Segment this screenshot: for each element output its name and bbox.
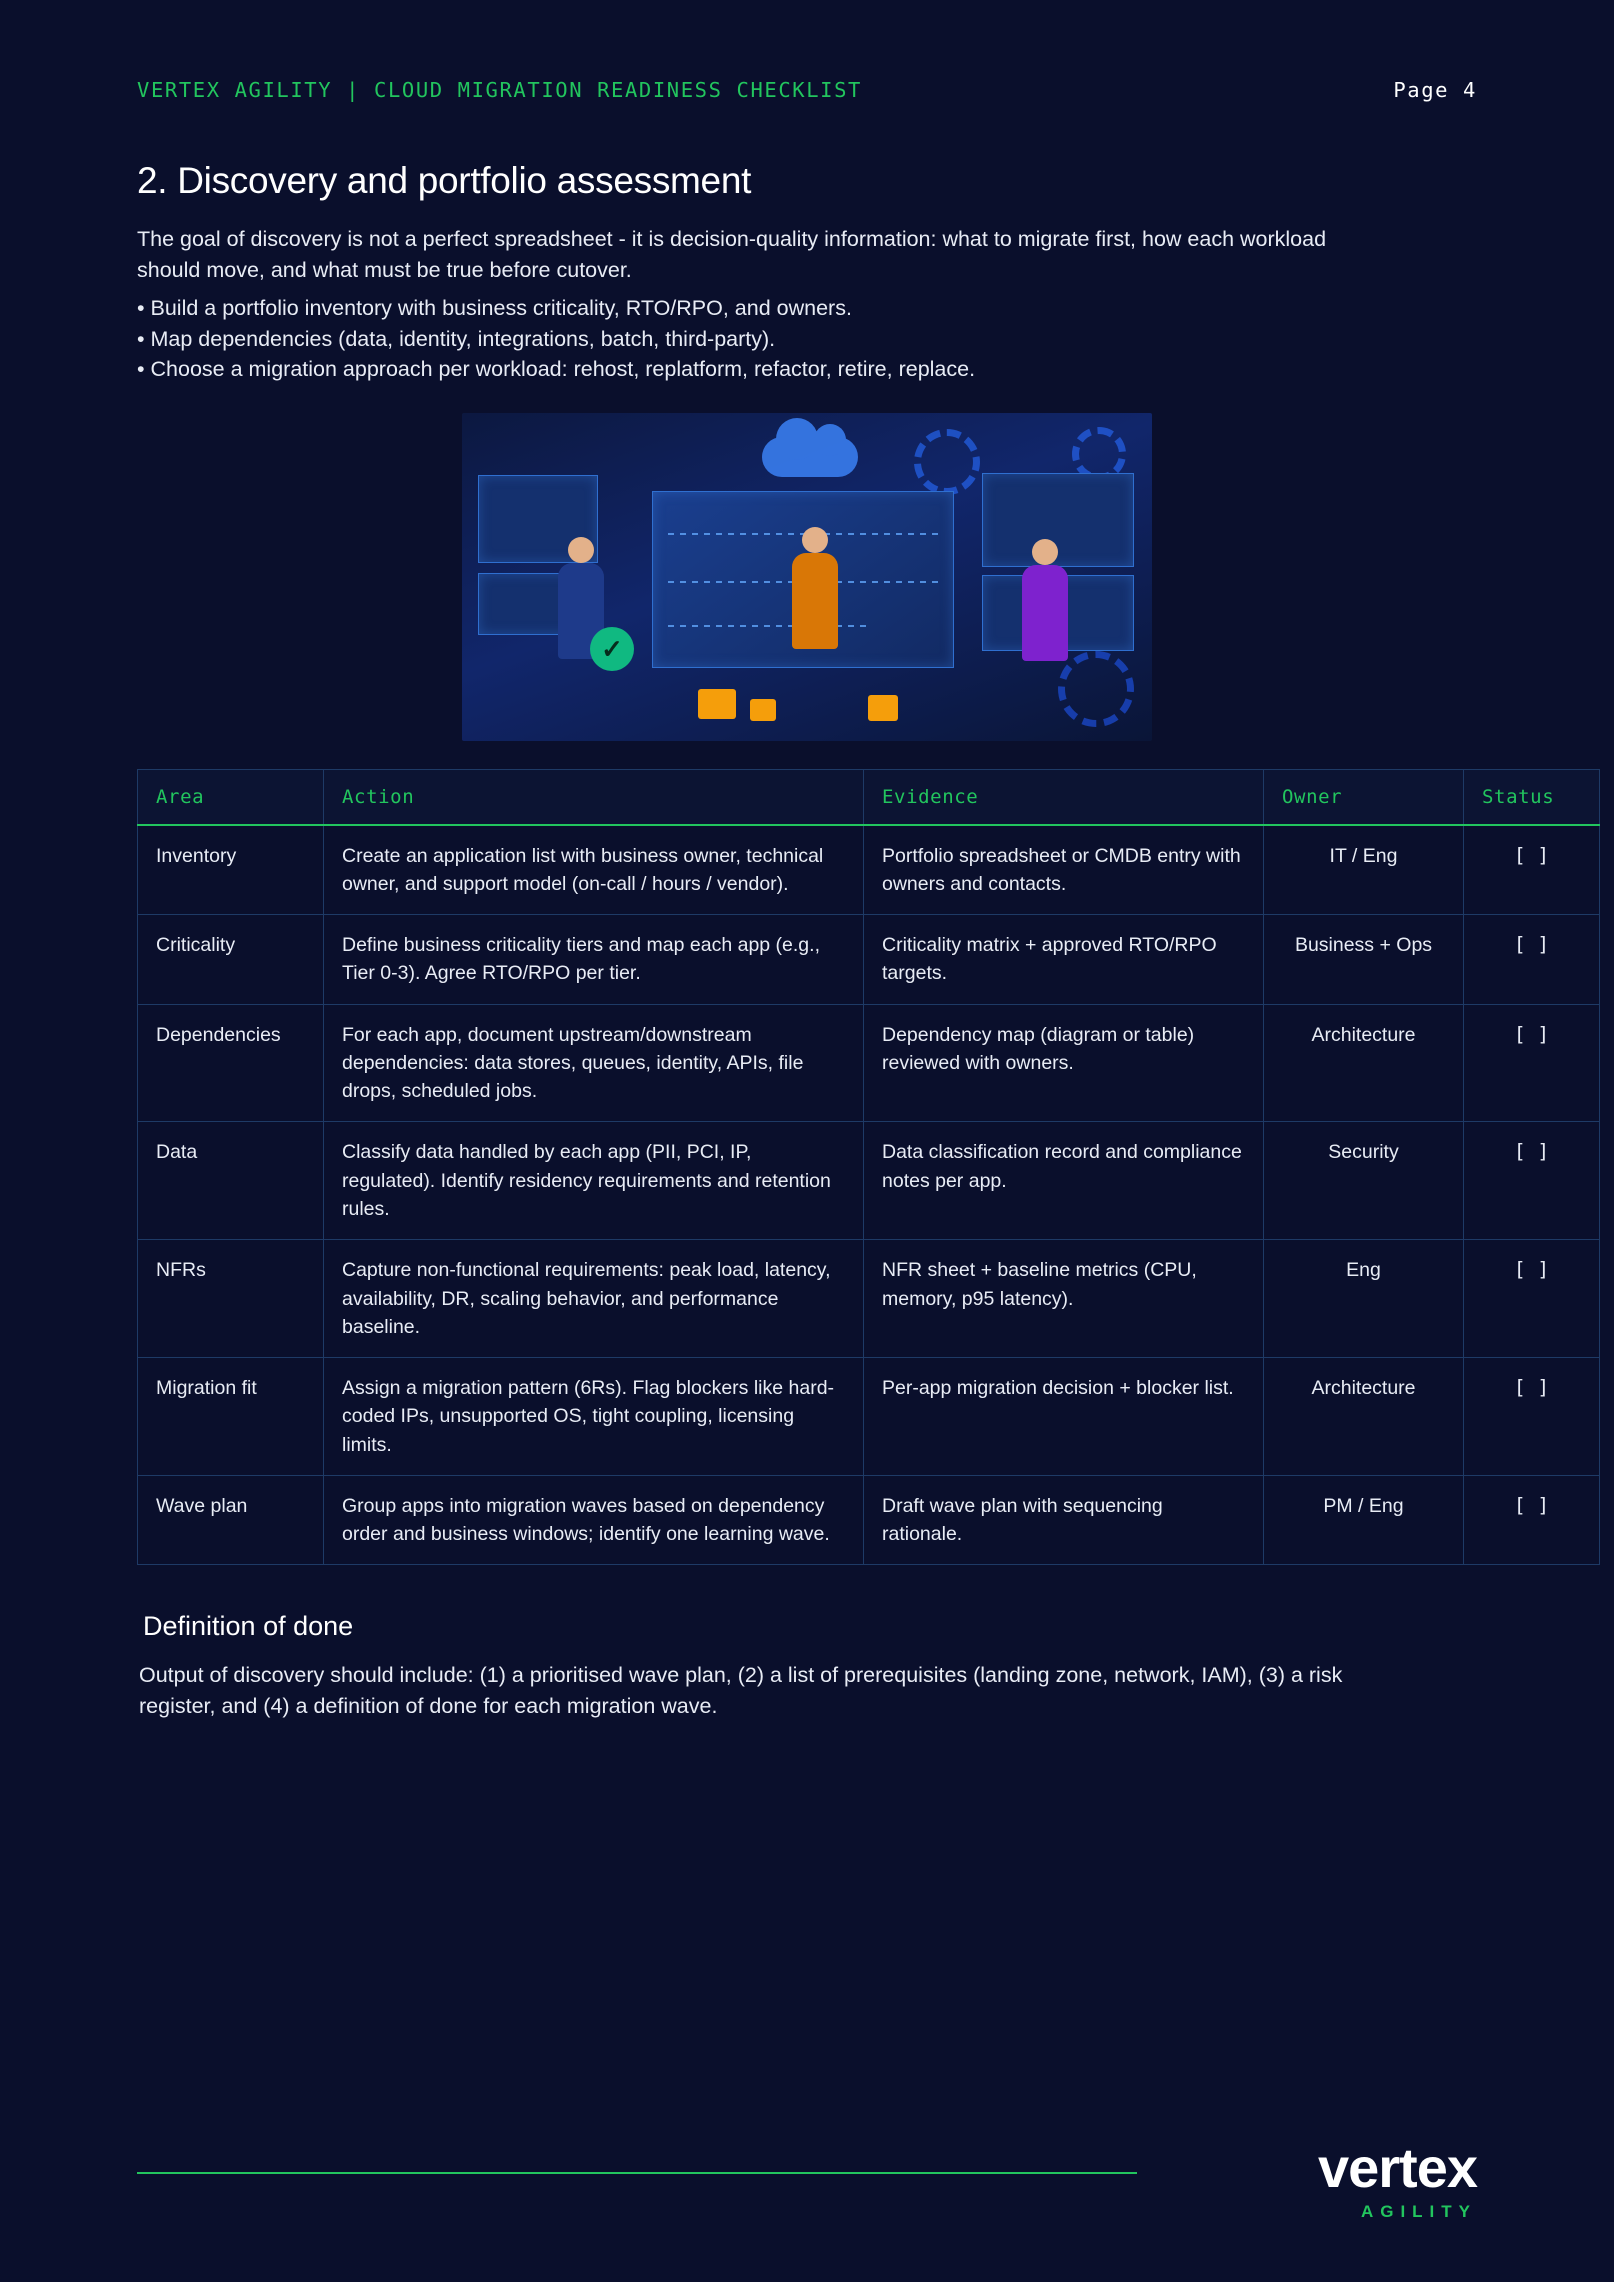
definition-of-done-text: Output of discovery should include: (1) a prioritised wave plan, (2) a list of prerequisites (landing zone, network, IAM), (3) a risk register, and (4) a definition of done for each migration wave.	[139, 1663, 1343, 1718]
person-figure	[792, 553, 838, 649]
cell-area: Data	[138, 1122, 324, 1240]
cell-evidence: NFR sheet + baseline metrics (CPU, memory, p95 latency).	[864, 1240, 1264, 1358]
page-header	[137, 78, 1477, 102]
status-checkbox[interactable]: [ ]	[1464, 1358, 1600, 1476]
cell-owner: PM / Eng	[1264, 1475, 1464, 1565]
cell-action: Define business criticality tiers and map each app (e.g., Tier 0-3). Agree RTO/RPO per tier.	[324, 915, 864, 1005]
section-intro: The goal of discovery is not a perfect spreadsheet - it is decision-quality information: what to migrate first, how each workload should move, and what must be true before cutover.	[137, 227, 1327, 282]
package-box-icon	[698, 689, 736, 719]
connection-line	[668, 625, 868, 627]
table-row	[138, 915, 1600, 1005]
cell-evidence: Criticality matrix + approved RTO/RPO targets.	[864, 915, 1264, 1005]
bullet-item: • Build a portfolio inventory with business criticality, RTO/RPO, and owners.	[137, 296, 852, 321]
cell-action: Assign a migration pattern (6Rs). Flag blockers like hard-coded IPs, unsupported OS, tight coupling, licensing limits.	[324, 1358, 864, 1476]
logo-wordmark: vertex	[1317, 2136, 1477, 2199]
column-header-evidence: Evidence	[864, 769, 1264, 825]
cell-evidence: Per-app migration decision + blocker list.	[864, 1358, 1264, 1476]
person-head	[802, 527, 828, 553]
person-head	[1032, 539, 1058, 565]
bullet-item: • Map dependencies (data, identity, integrations, batch, third-party).	[137, 326, 776, 351]
page-number: Page 4	[1393, 78, 1477, 102]
cell-evidence: Data classification record and compliance notes per app.	[864, 1122, 1264, 1240]
logo-tagline: AGILITY	[1360, 2202, 1477, 2221]
cell-owner: Architecture	[1264, 1358, 1464, 1476]
package-box-icon	[868, 695, 898, 721]
header-document-title: VERTEX AGILITY | CLOUD MIGRATION READINESS CHECKLIST	[137, 78, 862, 102]
table-row	[138, 1475, 1600, 1565]
cell-area: NFRs	[138, 1240, 324, 1358]
cell-owner: Architecture	[1264, 1004, 1464, 1122]
definition-of-done-title: Definition of done	[143, 1611, 354, 1642]
cell-area: Dependencies	[138, 1004, 324, 1122]
cell-evidence: Dependency map (diagram or table) reviewed with owners.	[864, 1004, 1264, 1122]
cell-action: Capture non-functional requirements: peak load, latency, availability, DR, scaling behavior, and performance baseline.	[324, 1240, 864, 1358]
cell-action: Create an application list with business owner, technical owner, and support model (on-call / hours / vendor).	[324, 825, 864, 915]
table-header-row	[138, 769, 1600, 825]
column-header-status: Status	[1464, 769, 1600, 825]
status-checkbox[interactable]: [ ]	[1464, 825, 1600, 915]
cell-action: For each app, document upstream/downstream dependencies: data stores, queues, identity, APIs, file drops, scheduled jobs.	[324, 1004, 864, 1122]
status-checkbox[interactable]: [ ]	[1464, 1240, 1600, 1358]
package-box-icon	[750, 699, 776, 721]
person-head	[568, 537, 594, 563]
status-checkbox[interactable]: [ ]	[1464, 1004, 1600, 1122]
check-badge-icon: ✓	[590, 627, 634, 671]
gear-icon	[1058, 651, 1134, 727]
cell-action: Classify data handled by each app (PII, PCI, IP, regulated). Identify residency requirements and retention rules.	[324, 1122, 864, 1240]
discovery-checklist-table	[137, 769, 1600, 1566]
cell-evidence: Portfolio spreadsheet or CMDB entry with owners and contacts.	[864, 825, 1264, 915]
cell-evidence: Draft wave plan with sequencing rationale.	[864, 1475, 1264, 1565]
illustration-cloud-migration	[462, 413, 1152, 741]
cell-area: Wave plan	[138, 1475, 324, 1565]
table-row	[138, 825, 1600, 915]
cell-area: Migration fit	[138, 1358, 324, 1476]
cell-owner: Eng	[1264, 1240, 1464, 1358]
cell-area: Inventory	[138, 825, 324, 915]
footer-divider	[137, 2172, 1137, 2174]
cell-owner: Business + Ops	[1264, 915, 1464, 1005]
column-header-owner: Owner	[1264, 769, 1464, 825]
gear-icon	[914, 429, 980, 495]
section-title: 2. Discovery and portfolio assessment	[137, 160, 752, 201]
cell-area: Criticality	[138, 915, 324, 1005]
page-content	[137, 160, 1555, 1721]
cell-action: Group apps into migration waves based on dependency order and business windows; identify one learning wave.	[324, 1475, 864, 1565]
cell-owner: Security	[1264, 1122, 1464, 1240]
status-checkbox[interactable]: [ ]	[1464, 1122, 1600, 1240]
column-header-area: Area	[138, 769, 324, 825]
table-row	[138, 1358, 1600, 1476]
dashboard-panel	[982, 473, 1134, 567]
bullet-item: • Choose a migration approach per workload: rehost, replatform, refactor, retire, replace.	[137, 357, 976, 382]
table-row	[138, 1004, 1600, 1122]
cell-owner: IT / Eng	[1264, 825, 1464, 915]
column-header-action: Action	[324, 769, 864, 825]
section-bullet-list	[137, 293, 1477, 385]
person-figure	[1022, 565, 1068, 661]
status-checkbox[interactable]: [ ]	[1464, 1475, 1600, 1565]
table-row	[138, 1240, 1600, 1358]
status-checkbox[interactable]: [ ]	[1464, 915, 1600, 1005]
cloud-icon	[762, 437, 858, 477]
brand-logo	[1317, 2136, 1477, 2222]
table-row	[138, 1122, 1600, 1240]
